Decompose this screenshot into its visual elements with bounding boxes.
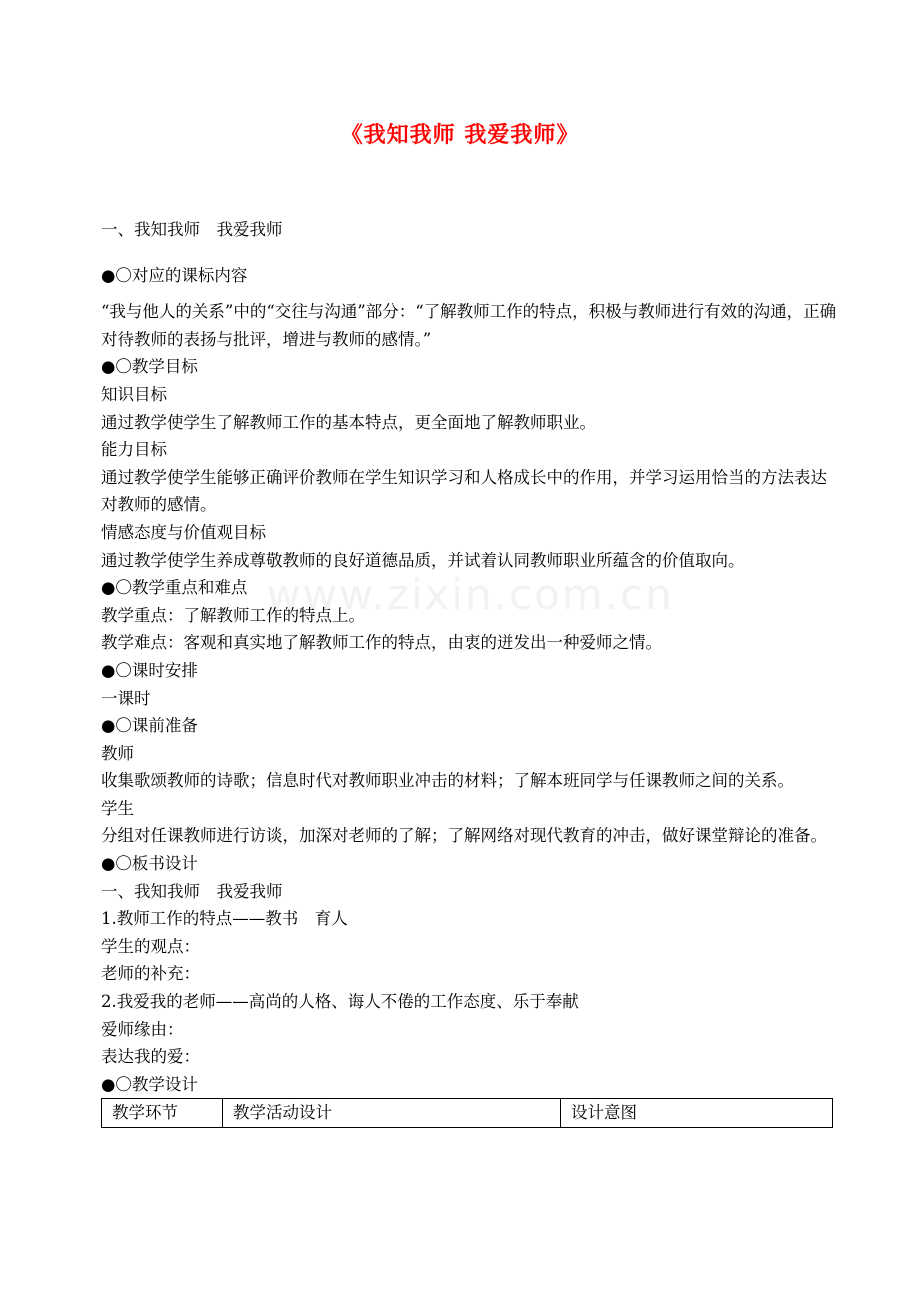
student-prep-text: 分组对任课教师进行访谈，加深对老师的了解；了解网络对现代教育的冲击，做好课堂辩论的准备。 <box>101 826 827 846</box>
knowledge-text: 通过教学使学生了解教师工作的基本特点，更全面地了解教师职业。 <box>101 412 596 432</box>
section-heading-objectives: ●〇教学目标 <box>101 357 198 377</box>
curriculum-text: “我与他人的关系”中的“交往与沟通”部分：“了解教师工作的特点，积极与教师进行有效的沟通，正确对待教师的表扬与批评，增进与教师的感情。” <box>101 302 837 349</box>
subheading-ability: 能力目标 <box>101 440 167 460</box>
section-heading-preparation: ●〇课前准备 <box>101 716 198 736</box>
subheading-knowledge: 知识目标 <box>101 384 167 404</box>
table-header-intent: 设计意图 <box>561 1099 833 1128</box>
board-line-6: 爱师缘由： <box>101 1019 184 1039</box>
schedule-text: 一课时 <box>101 688 151 708</box>
subheading-student: 学生 <box>101 798 134 818</box>
section-heading-board: ●〇板书设计 <box>101 854 198 874</box>
table-header-stage: 教学环节 <box>102 1099 223 1128</box>
focus-difficult-text: 教学难点：客观和真实地了解教师工作的特点，由衷的迸发出一种爱师之情。 <box>101 633 662 653</box>
attitude-text: 通过教学使学生养成尊敬教师的良好道德品质，并试着认同教师职业所蕴含的价值取向。 <box>101 550 745 570</box>
board-line-3: 学生的观点： <box>101 936 200 956</box>
board-line-4: 老师的补充： <box>101 964 200 984</box>
section-heading-schedule: ●〇课时安排 <box>101 660 198 680</box>
ability-text: 通过教学使学生能够正确评价教师在学生知识学习和人格成长中的作用，并学习运用恰当的方法表达对教师的感情。 <box>101 467 827 515</box>
board-line-1: 一、我知我师 我爱我师 <box>101 881 283 901</box>
teacher-prep-text: 收集歌颂教师的诗歌；信息时代对教师职业冲击的材料；了解本班同学与任课教师之间的关系。 <box>101 771 794 791</box>
document-body <box>101 216 841 1128</box>
document-title: 《我知我师 我爱我师》 <box>340 123 580 148</box>
watermark-text: www.zixin.com.cn <box>266 570 674 619</box>
section-heading-curriculum: ●〇对应的课标内容 <box>101 265 248 285</box>
section-heading-design: ●〇教学设计 <box>101 1074 198 1094</box>
section-heading-main: 一、我知我师 我爱我师 <box>101 220 283 239</box>
focus-key-text: 教学重点：了解教师工作的特点上。 <box>101 605 365 625</box>
subheading-teacher: 教师 <box>101 743 134 763</box>
teaching-design-table <box>101 1098 833 1128</box>
table-header-row <box>102 1099 833 1128</box>
subheading-attitude: 情感态度与价值观目标 <box>101 522 266 542</box>
section-heading-focus: ●〇教学重点和难点 <box>101 578 248 598</box>
board-line-5: 2.我爱我的老师——高尚的人格、诲人不倦的工作态度、乐于奉献 <box>101 992 579 1012</box>
board-line-2: 1.教师工作的特点——教书 育人 <box>101 909 348 929</box>
board-line-7: 表达我的爱： <box>101 1047 200 1067</box>
table-header-activity: 教学活动设计 <box>223 1099 561 1128</box>
